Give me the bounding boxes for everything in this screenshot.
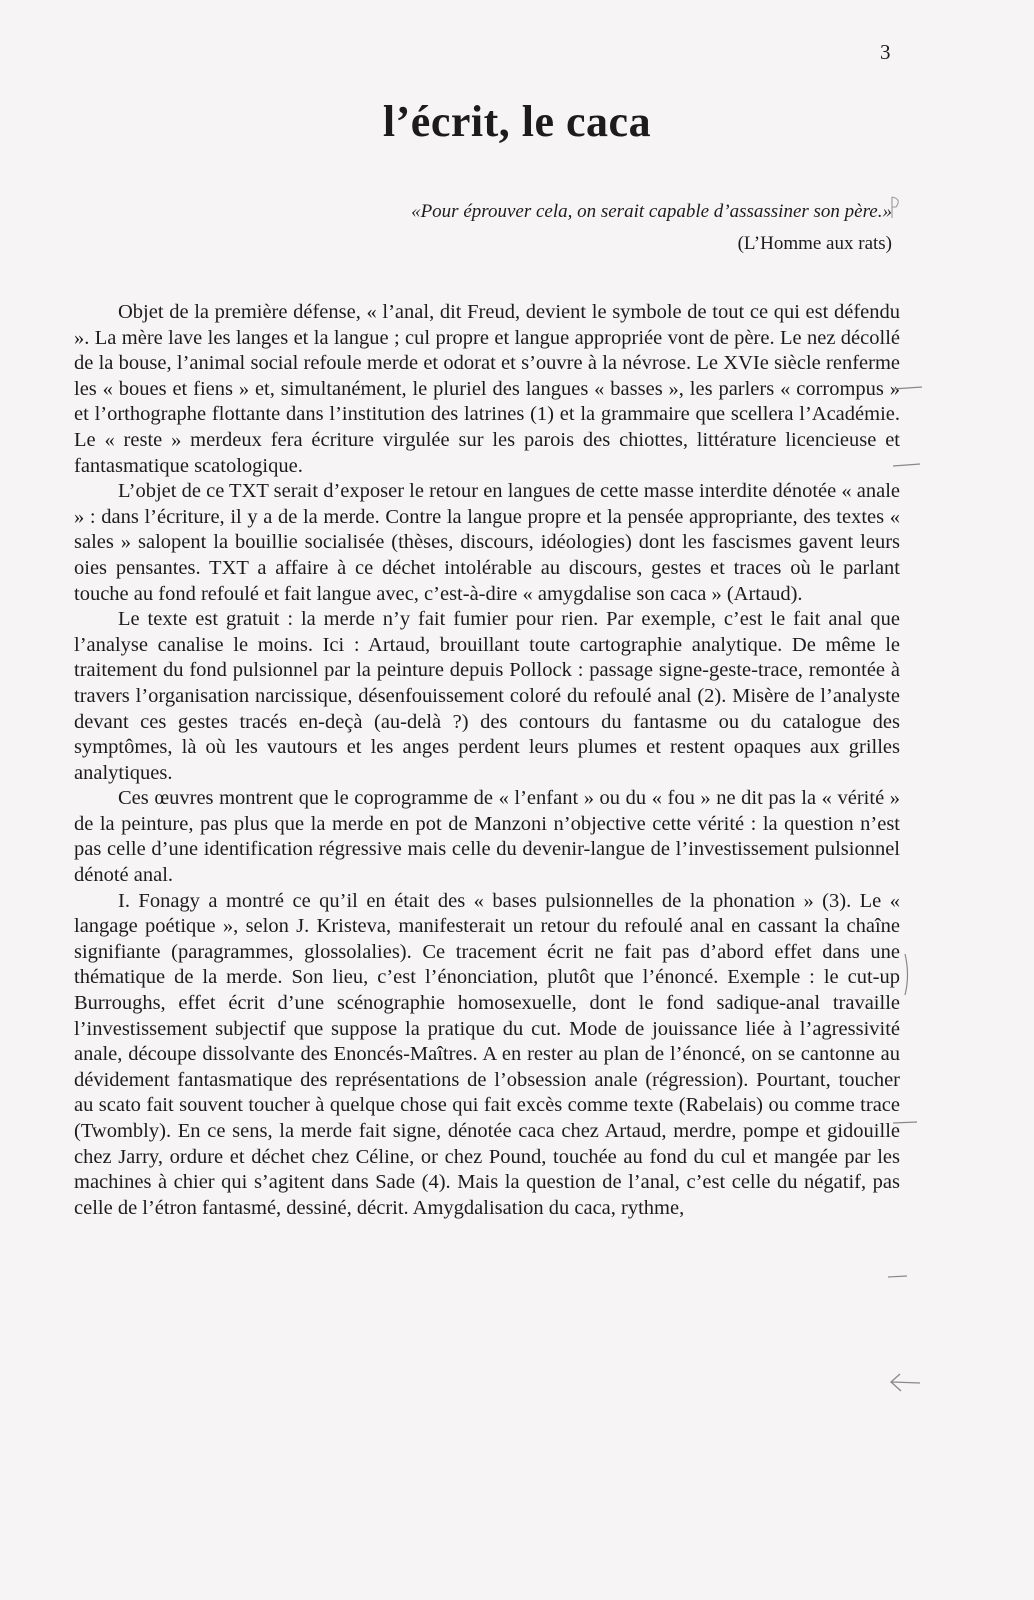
margin-dash xyxy=(888,1276,907,1277)
epigraph xyxy=(411,196,892,260)
paragraph: I. Fonagy a montré ce qu’il en était des « bases pulsionnelles de la phonation » (3). Le « langage poétique », selon J. Kristeva, manifesterait un retour du refoulé anal en cassant la chaîne signifiante (paragrammes, glossolalies). Ce tracement écrit ne fait pas d’abord effet dans une thématique de la merde. Son lieu, c’est l’énonciation, plutôt que l’énoncé. Exemple : le cut-up Burroughs, effet écrit d’une scénographie homosexuelle, dont le fond sadique-anal travaille l’investissement subjectif que suppose la pratique du cut. Mode de jouissance liée à l’agressivité anale, découpe dissolvante des Enoncés-Maîtres. A en rester au plan de l’énoncé, on se cantonne au dévidement fantasmatique des représentations de l’obsession anale (régression). Pourtant, toucher au scato fait souvent toucher à quelque chose qui fait excès comme texte (Rabelais) ou comme trace (Twombly). En ce sens, la merde fait signe, dénotée caca chez Artaud, merdre, pompe et gidouille chez Jarry, ordure et déchet chez Céline, or chez Pound, touchée au fond du cul et mangée par les machines à chier qui s’agitent dans Sade (4). Mais la question de l’anal, c’est celle du négatif, pas celle de l’étron fantasmé, dessiné, décrit. Amygdalisation du caca, rythme, xyxy=(74,889,900,1219)
margin-arrow xyxy=(891,1374,920,1391)
paragraph: Le texte est gratuit : la merde n’y fait fumier pour rien. Par exemple, c’est le fait anal que l’analyse canalise le moins. Ici : Artaud, brouillant toute cartographie analytique. De même le traitement du fond pulsionnel par la peinture depuis Pollock : passage signe-geste-trace, remontée à travers l’organisation narcissique, désenfouissement coloré du refoulé anal (2). Misère de l’analyste devant ces gestes tracés en-deçà (au-delà ?) des contours du fantasme ou du catalogue des symptômes, là où les vautours et les anges perdent leurs plumes et restent opaques aux grilles analytiques. xyxy=(74,608,900,784)
margin-mark-p xyxy=(892,197,898,218)
epigraph-source: (L’Homme aux rats) xyxy=(737,233,892,254)
body-text xyxy=(74,300,900,1221)
paragraph: Objet de la première défense, « l’anal, dit Freud, devient le symbole de tout ce qui est défendu ». La mère lave les langes et la langue ; cul propre et langue appropriée vont de père. Le nez décollé de la bouse, l’animal social refoule merde et odorat et s’ouvre à la névrose. Le XVIe siècle renferme les « boues et fiens » et, simultanément, le pluriel des langues « basses », les parlers « corrompus » et l’orthographe flottante dans l’institution des latrines (1) et la grammaire que scellera l’Académie. Le « reste » merdeux fera écriture virgulée sur les parois des chiottes, littérature licencieuse et fantasmatique scatologique. xyxy=(74,301,900,477)
chapter-title: l’écrit, le caca xyxy=(382,97,652,146)
margin-bracket xyxy=(905,954,908,995)
epigraph-quote: «Pour éprouver cela, on serait capable d’assassiner son père.» xyxy=(411,201,892,222)
paragraph: L’objet de ce TXT serait d’exposer le retour en langues de cette masse interdite dénotée « anale » : dans l’écriture, il y a de la merde. Contre la langue propre et la pensée appropriante, des textes « sales » salopent la bouillie socialisée (thèses, discours, idéologies) dont les fascismes gavent leurs oies pensantes. TXT a affaire à ce déchet intolérable au discours, gestes et traces où le parlant touche au fond refoulé et fait langue avec, c’est-à-dire « amygdalise son caca » (Artaud). xyxy=(74,480,900,605)
paragraph: Ces œuvres montrent que le coprogramme de « l’enfant » ou du « fou » ne dit pas la « vérité » de la peinture, pas plus que la merde en pot de Manzoni n’objective cette vérité : la question n’est pas celle d’une identification régressive mais celle du devenir-langue de l’investissement pulsionnel dénoté anal. xyxy=(74,787,900,887)
page-number: 3 xyxy=(880,40,891,64)
